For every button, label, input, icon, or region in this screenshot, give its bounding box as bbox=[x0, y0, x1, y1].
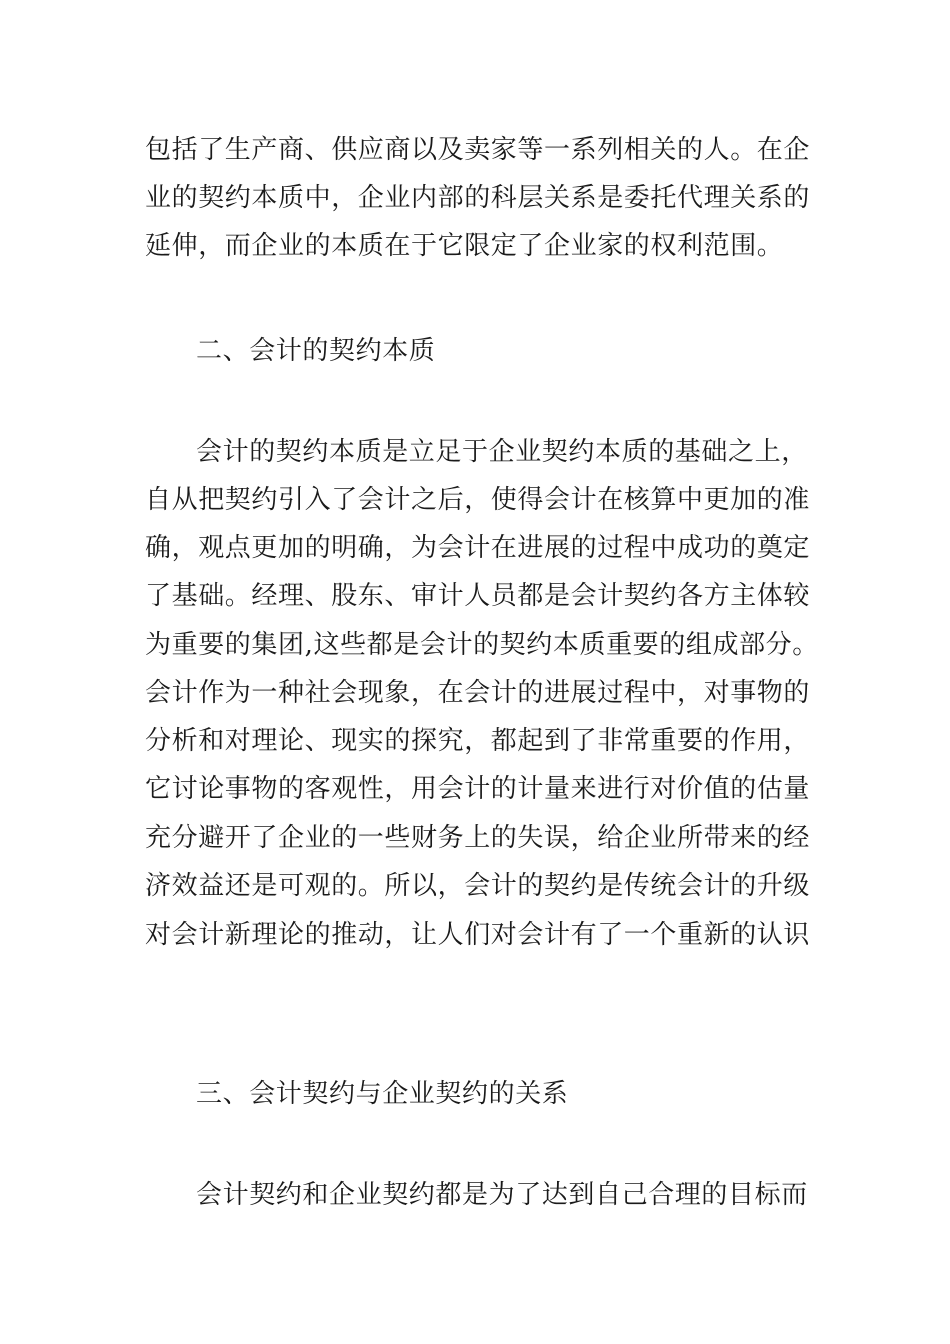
paragraph-line: 会计作为一种社会现象，在会计的进展过程中，对事物的 bbox=[145, 678, 811, 708]
paragraph-line: 业的契约本质中，企业内部的科层关系是委托代理关系的 bbox=[145, 183, 811, 213]
paragraph-line: 会计的契约本质是立足于企业契约本质的基础之上， bbox=[196, 437, 808, 467]
paragraph-line: 了基础。经理、股东、审计人员都是会计契约各方主体较 bbox=[145, 581, 811, 611]
paragraph-line: 确，观点更加的明确，为会计在进展的过程中成功的奠定 bbox=[145, 533, 811, 563]
section-heading-2: 二、会计的契约本质 bbox=[196, 336, 436, 366]
paragraph-line: 充分避开了企业的一些财务上的失误，给企业所带来的经 bbox=[145, 823, 811, 853]
paragraph-line: 延伸，而企业的本质在于它限定了企业家的权利范围。 bbox=[145, 231, 784, 261]
paragraph-line: 济效益还是可观的。所以，会计的契约是传统会计的升级 bbox=[145, 871, 811, 901]
paragraph-line: 为重要的集团,这些都是会计的契约本质重要的组成部分。 bbox=[145, 630, 819, 660]
paragraph-line: 它讨论事物的客观性，用会计的计量来进行对价值的估量 bbox=[145, 774, 811, 804]
paragraph-line: 自从把契约引入了会计之后，使得会计在核算中更加的准 bbox=[145, 485, 811, 515]
paragraph-line: 包括了生产商、供应商以及卖家等一系列相关的人。在企 bbox=[145, 135, 811, 165]
section-heading-3: 三、会计契约与企业契约的关系 bbox=[196, 1079, 569, 1109]
paragraph-line: 对会计新理论的推动，让人们对会计有了一个重新的认识 bbox=[145, 920, 811, 950]
paragraph-line: 分析和对理论、现实的探究，都起到了非常重要的作用， bbox=[145, 726, 811, 756]
paragraph-line: 会计契约和企业契约都是为了达到自己合理的目标而 bbox=[196, 1180, 808, 1210]
